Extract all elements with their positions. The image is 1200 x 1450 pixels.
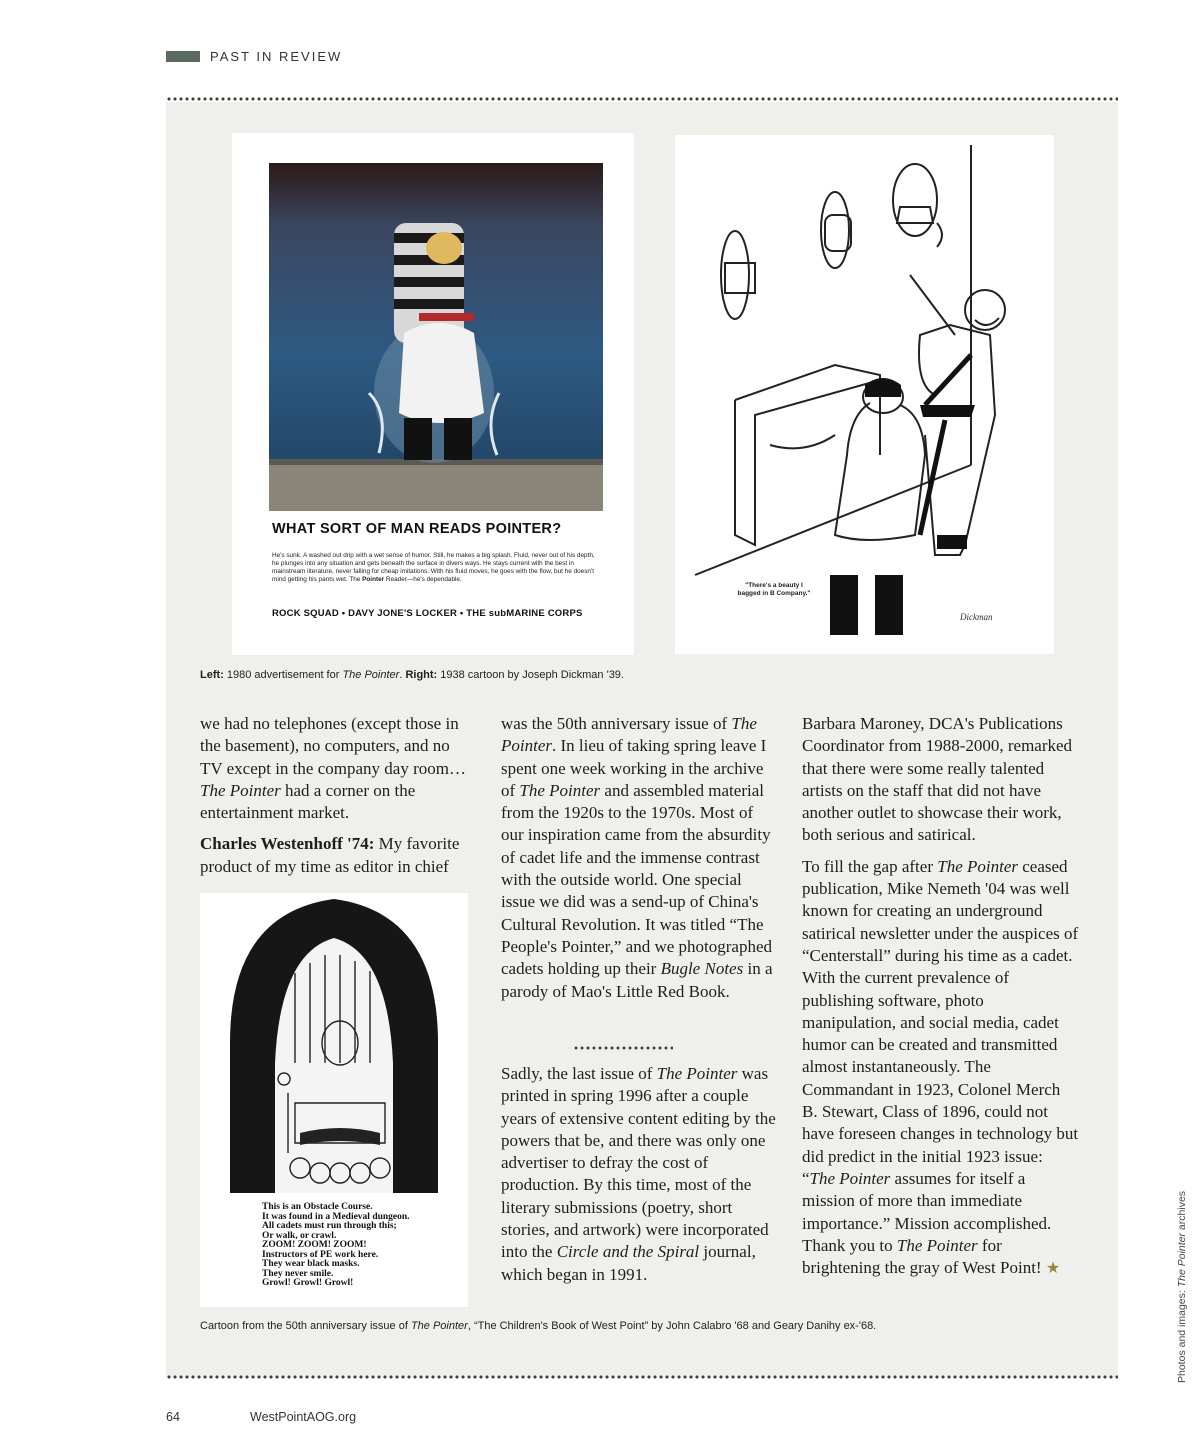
- cartoon1-caption-line: "There's a beauty I: [745, 582, 803, 589]
- cartoon1-caption: [729, 582, 819, 598]
- credit-text: Photos and images:: [1176, 1287, 1188, 1383]
- cartoon1-caption-line: bagged in B Company.": [737, 590, 811, 597]
- paragraph: Barbara Maroney, DCA's Publications Coordinator from 1988-2000, remarked that there were some really talented artists on the staff that did not have another outlet to showcase their work, both serious and satirical.: [802, 714, 1073, 845]
- obstacle-course-cartoon-image: [200, 893, 468, 1307]
- text-run: My favorite product of my time as editor in chief: [200, 834, 460, 876]
- pointer-advertisement-image: [232, 133, 634, 655]
- cartoon-drawing-trophy-room: [675, 135, 1054, 654]
- top-figure-caption: [200, 669, 624, 681]
- section-break-dots: [573, 1046, 673, 1050]
- poem-line: This is an Obstacle Course.: [262, 1202, 373, 1212]
- credit-italic: The Pointer: [1176, 1232, 1188, 1288]
- italic-run: The Pointer: [200, 780, 281, 800]
- poem-line: Growl! Growl! Growl!: [262, 1278, 354, 1288]
- poem-line: Or walk, or crawl.: [262, 1230, 337, 1241]
- poem-line: They wear black masks.: [262, 1259, 360, 1269]
- text-run: was printed in spring 1996 after a couple years of extensive content editing by the powers that be, and there was only one advertiser to defray the cost of production. By this time, most of the literary submissions (poetry, short stories, and artwork) were incorporated into the: [501, 1064, 776, 1262]
- paragraph: [200, 713, 472, 824]
- ad-body-brand: Pointer: [362, 576, 385, 583]
- cartoon-signature: Dickman: [960, 612, 993, 622]
- article-column-1: [200, 713, 472, 887]
- poem-line: They never smile.: [262, 1268, 334, 1279]
- poem-line: Instructors of PE work here.: [262, 1249, 379, 1260]
- text-run: . In lieu of taking spring leave I spent one week working in the archive of: [501, 736, 767, 800]
- text-run: Sadly, the last issue of: [501, 1064, 657, 1083]
- italic-run: The Pointer: [937, 856, 1018, 876]
- bottom-figure-caption: [200, 1320, 876, 1332]
- caption-text: Cartoon from the 50th anniversary issue of: [200, 1320, 411, 1332]
- caption-right-label: Right:: [405, 669, 438, 681]
- ad-footer-tagline: ROCK SQUAD • DAVY JONE'S LOCKER • THE subMARINE CORPS: [272, 608, 583, 619]
- article-column-2-continued: [501, 1063, 777, 1295]
- italic-run: Bugle Notes: [660, 959, 744, 979]
- caption-italic: The Pointer: [410, 1320, 468, 1332]
- ad-body-part: He's sunk. A washed out drip with a wet sense of humor. Still, he makes a big splash. Fluid, never out of his depth, he plunges into any situation and gets beneath the surface in divers ways. He stays current with the best in mainstream literature, never falling for cheap imitations. With his fluid moves, he goes with the flow, but he doesn't mind getting his pants wet. The: [272, 552, 595, 583]
- section-label: PAST IN REVIEW: [210, 48, 343, 64]
- end-star-icon: ★: [1045, 1260, 1061, 1278]
- obstacle-course-poem: [262, 1203, 410, 1289]
- text-run: assumes for itself a mission of more than immediate importance.” Mission accomplished. Thank you to: [802, 1168, 1052, 1255]
- footer-website: WestPointAOG.org: [250, 1410, 357, 1424]
- speaker-name: Charles Westenhoff '74:: [200, 834, 375, 854]
- text-run: was the 50th anniversary issue of: [501, 714, 732, 733]
- caption-text: 1938 cartoon by Joseph Dickman '39.: [437, 669, 624, 681]
- top-dotted-divider: [166, 97, 1118, 101]
- italic-run: The Pointer: [896, 1235, 978, 1255]
- page-number: 64: [166, 1410, 180, 1424]
- italic-run: The Pointer: [656, 1064, 738, 1083]
- ad-body-part: Reader—he's dependable.: [384, 576, 462, 583]
- article-column-2: [501, 713, 777, 1012]
- text-run: we had no telephones (except those in the basement), no computers, and no TV except in the company day room…: [200, 714, 466, 778]
- italic-run: Circle and the Spiral: [556, 1242, 700, 1262]
- paragraph: [501, 1063, 777, 1286]
- text-run: had a corner on the entertainment market.: [200, 780, 416, 823]
- text-run: ceased publication, Mike Nemeth '04 was well known for creating an underground satirical newsletter under the auspices of “Centerstall” during his time as a cadet. With the current prevalence of publishing software, photo manipulation, and social media, cadet humor can be created and transmitted almost instantaneously. The Commandant in 1923, Colonel Merch B. Stewart, Class of 1896, could not have foreseen changes in technology but did predict in the initial 1923 issue: “: [802, 856, 1079, 1188]
- caption-text: 1980 advertisement for: [223, 669, 343, 681]
- bottom-dotted-divider: [166, 1375, 1118, 1379]
- ad-body-text: [272, 552, 602, 584]
- text-run: and assembled material from the 1920s to the 1970s. Most of our inspiration came from the absurdity of cadet life and the immense contrast with the outside world. One special issue we did was a send-up of China's Cultural Revolution. It was titled “The People's Pointer,” and we photographed cadets holding up their: [501, 780, 773, 979]
- paragraph: [802, 856, 1080, 1281]
- italic-run: The Pointer: [519, 780, 601, 800]
- poem-line: ZOOM! ZOOM! ZOOM!: [262, 1240, 367, 1250]
- article-column-3: [802, 713, 1080, 1289]
- caption-left-label: Left:: [200, 669, 224, 681]
- section-header: [166, 47, 342, 65]
- section-marker-bar: [166, 51, 200, 62]
- caption-italic: The Pointer: [342, 669, 400, 681]
- paragraph: [501, 713, 777, 1003]
- text-run: in a parody of Mao's Little Red Book.: [501, 959, 773, 1001]
- text-run: for brightening the gray of West Point!: [802, 1235, 1046, 1278]
- poem-line: All cadets must run through this;: [262, 1221, 397, 1231]
- text-run: To fill the gap after: [802, 856, 938, 876]
- caption-text: , “The Children's Book of West Point” by John Calabro '68 and Geary Danihy ex-'68.: [467, 1320, 877, 1332]
- text-run: journal, which began in 1991.: [501, 1242, 756, 1284]
- credit-text: archives: [1176, 1190, 1188, 1233]
- ad-photo-diver: [269, 163, 603, 511]
- paragraph: [200, 833, 472, 878]
- dickman-cartoon-image: [675, 135, 1054, 654]
- italic-run: The Pointer: [809, 1168, 891, 1188]
- caption-text: .: [399, 669, 406, 681]
- ad-headline: WHAT SORT OF MAN READS POINTER?: [272, 521, 562, 537]
- photo-credit-vertical: [1176, 1191, 1188, 1383]
- poem-line: It was found in a Medieval dungeon.: [262, 1211, 410, 1222]
- italic-run: The Pointer: [501, 714, 757, 756]
